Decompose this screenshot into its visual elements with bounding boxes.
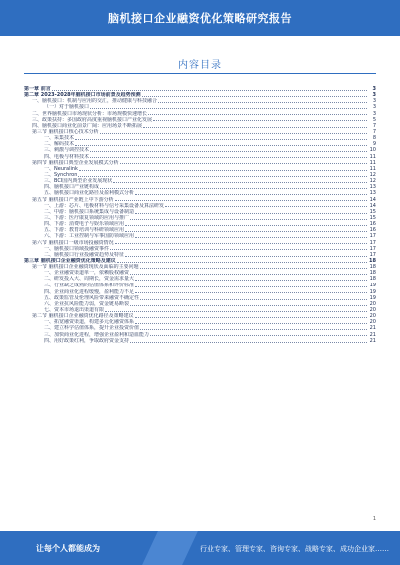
toc-entry-page: 13: [369, 190, 376, 197]
toc-entry-label: 一、Neuralink: [44, 165, 78, 172]
toc-entry-label: 四、脑机接口商业化前景广阔：应用场景不断拓展: [32, 122, 143, 129]
toc-leader-dots: [135, 317, 367, 318]
toc-entry-page: 21: [369, 337, 376, 344]
toc-entry-page: 8: [372, 135, 376, 142]
toc-entry-label: 第三章 脑机接口企业融资优化策略及建议: [24, 257, 116, 264]
toc-entry-label: 第二章 2023-2028年脑机接口市场前景及趋势预测: [24, 92, 141, 99]
toc-entry-label: 二、解码技术: [44, 141, 75, 148]
toc-entry-label: 一、上游：芯片、电极材料与信号采集设备及算法研发: [44, 202, 165, 209]
toc-entry-label: 一、脑机接口领域投融资事件: [44, 245, 110, 252]
toc-leader-dots: [90, 151, 367, 152]
toc-entry-label: 二、脑机接口行业投融资趋势及特征: [44, 251, 125, 258]
footer-roles: 行业专家、管理专家、咨询专家、战略专家、成功企业家……: [200, 545, 389, 553]
toc-entry-label: 四、脑机接口产业链构成: [44, 184, 100, 191]
toc-entry-page: 15: [369, 214, 376, 221]
toc-entry-page: 16: [369, 221, 376, 228]
toc-entry-label: 四、用好政策红利，争取政府资金支持: [44, 337, 130, 344]
toc-entry-label: 三、加快商业化进程，增强企业盈利和造血能力: [44, 331, 150, 338]
toc-entry-label: 五、下游：教育培训与科研领域应用: [44, 227, 125, 234]
toc-title: 内容目录: [178, 60, 222, 71]
toc-entry-label: 六、下游：工业控制与军事国防领域应用: [44, 233, 135, 240]
toc-entry-page: 9: [372, 141, 376, 148]
toc-entry-label: 第五节 脑机接口产业链上中下游分析: [32, 196, 114, 203]
toc-entry-page: 20: [369, 313, 376, 320]
toc-leader-dots: [120, 163, 367, 164]
toc-entry-page: 19: [369, 282, 376, 289]
toc-entry-label: 七、资本市场退出渠道有限: [44, 307, 105, 314]
toc-leader-dots: [79, 170, 367, 171]
footer-banner: [0, 531, 400, 565]
toc-leader-dots: [140, 268, 367, 269]
toc-entry-label: （一）对于脑机接口: [44, 104, 90, 111]
toc-leader-dots: [130, 219, 367, 220]
report-title: 脑机接口企业融资优化策略研究报告: [108, 12, 292, 25]
toc-entry-label: 四、企业商业化进程缓慢，盈利能力不足: [44, 288, 135, 295]
toc-leader-dots: [153, 120, 367, 121]
toc-entry-page: 14: [369, 202, 376, 209]
toc-entry-page: 17: [369, 233, 376, 240]
toc-entry-label: 二、研发投入大、周期长，资金需求量大: [44, 276, 135, 283]
table-of-contents: [24, 86, 376, 344]
toc-entry-label: 第四节 脑机接口典型企业发展模式分析: [32, 159, 119, 166]
toc-leader-dots: [78, 176, 367, 177]
toc-leader-dots: [105, 311, 367, 312]
toc-leader-dots: [115, 200, 367, 201]
toc-entry-page: 18: [369, 270, 376, 277]
toc-leader-dots: [140, 299, 367, 300]
toc-divider: [24, 73, 376, 74]
toc-entry-label: 三、政策扶持：多国政府高度重视脑机接口产业化发展: [32, 116, 153, 123]
toc-leader-dots: [130, 274, 367, 275]
toc-entry-page: 17: [369, 245, 376, 252]
toc-entry-label: 第一章 前言: [24, 86, 51, 92]
toc-entry-page: 3: [372, 104, 376, 111]
toc-entry-page: 18: [369, 264, 376, 271]
toc-entry-page: 12: [369, 178, 376, 185]
toc-leader-dots: [135, 292, 367, 293]
toc-leader-dots: [135, 237, 367, 238]
toc-entry-page: 14: [369, 196, 376, 203]
toc-entry-page: 19: [369, 288, 376, 295]
toc-leader-dots: [135, 280, 367, 281]
report-header-banner: [0, 0, 400, 36]
toc-entry-page: 17: [369, 251, 376, 258]
toc-entry-label: 三、BCI国内典型企业发展现状: [44, 178, 113, 185]
toc-entry-page: 5: [372, 116, 376, 123]
toc-entry-label: 五、脑机接口商业化路径及盈利模式分析: [44, 190, 135, 197]
toc-entry-page: 7: [372, 122, 376, 129]
toc-entry-label: 一、脑机接口：机制与应用的交汇，推动健康与科技融合: [32, 98, 158, 105]
toc-entry-label: 一、企业融资渠道单一，依赖股权融资: [44, 270, 130, 277]
toc-entry-page: 20: [369, 300, 376, 307]
toc-leader-dots: [165, 206, 367, 207]
toc-entry-label: 一、拓宽融资渠道，构建多元化融资体系: [44, 319, 135, 326]
toc-entry-page: 3: [372, 92, 376, 99]
toc-entry-page: 11: [369, 165, 376, 172]
footer-slogan: 让每个人都能成为: [36, 544, 100, 553]
toc-entry-label: 第一节 脑机接口企业融资现状及面临的主要问题: [32, 264, 139, 271]
toc-leader-dots: [142, 96, 367, 97]
toc-leader-dots: [90, 157, 367, 158]
toc-entry-page: 11: [369, 153, 376, 160]
toc-leader-dots: [125, 256, 367, 257]
toc-leader-dots: [158, 102, 367, 103]
toc-entry-label: 三、行业缺乏成熟的估值体系和评价标准: [44, 282, 135, 289]
toc-entry[interactable]: [24, 338, 376, 344]
toc-entry-label: 二、世界脑机接口市场现状分析：市场规模快速增长: [32, 110, 148, 117]
toc-entry-page: 20: [369, 319, 376, 326]
toc-entry-label: 二、Synchron: [44, 171, 78, 178]
toc-leader-dots: [125, 225, 367, 226]
toc-entry-page: 13: [369, 184, 376, 191]
toc-leader-dots: [100, 188, 367, 189]
toc-entry-page: 21: [369, 331, 376, 338]
toc-leader-dots: [52, 90, 367, 91]
toc-leader-dots: [115, 243, 367, 244]
toc-entry-page: 3: [372, 110, 376, 117]
toc-leader-dots: [75, 139, 367, 140]
toc-leader-dots: [125, 231, 367, 232]
footer-slant-decoration: [142, 531, 198, 565]
toc-entry-page: 19: [369, 294, 376, 301]
toc-entry-label: 第三节 脑机接口核心技术分析: [32, 128, 99, 135]
toc-entry-label: 第六节 脑机接口一级市场投融资情况: [32, 239, 114, 246]
toc-entry-page: 16: [369, 227, 376, 234]
toc-leader-dots: [110, 249, 367, 250]
toc-entry-page: 21: [369, 325, 376, 332]
toc-entry-label: 三、刺激与调控技术: [44, 147, 90, 154]
toc-entry-page: 3: [372, 86, 376, 92]
toc-leader-dots: [130, 342, 367, 343]
toc-entry-label: 六、企业抗风险能力弱，资金链易断裂: [44, 300, 130, 307]
page-number: 1: [372, 516, 376, 522]
toc-leader-dots: [135, 323, 367, 324]
toc-entry-page: 18: [369, 257, 376, 264]
toc-entry-page: 18: [369, 276, 376, 283]
toc-leader-dots: [135, 213, 367, 214]
toc-entry-page: 3: [372, 98, 376, 105]
toc-entry-page: 12: [369, 171, 376, 178]
toc-entry-label: 二、建立科学估值体系，提升企业投资价值: [44, 325, 140, 332]
toc-entry-label: 第二节 脑机接口企业融资优化路径及策略建议: [32, 313, 134, 320]
toc-leader-dots: [130, 305, 367, 306]
toc-leader-dots: [148, 114, 367, 115]
toc-entry-label: 三、下游：医疗康复领域的应用与推广: [44, 214, 130, 221]
toc-entry-label: 二、中游：脑机接口系统集成与设备制造: [44, 208, 135, 215]
toc-leader-dots: [117, 262, 367, 263]
toc-leader-dots: [143, 127, 367, 128]
toc-entry-label: 四、下游：消费电子与娱乐领域应用: [44, 221, 125, 228]
toc-leader-dots: [150, 335, 367, 336]
toc-leader-dots: [135, 194, 367, 195]
toc-entry-page: 15: [369, 208, 376, 215]
toc-leader-dots: [100, 133, 367, 134]
toc-entry-page: 10: [369, 147, 376, 154]
toc-entry-page: 17: [369, 239, 376, 246]
toc-entry-page: 11: [369, 159, 376, 166]
toc-entry-label: 五、政策监管及伦理风险带来融资不确定性: [44, 294, 140, 301]
toc-entry-page: 20: [369, 307, 376, 314]
toc-leader-dots: [140, 329, 367, 330]
toc-leader-dots: [90, 108, 367, 109]
toc-entry-label: 一、采集技术: [44, 135, 75, 142]
toc-leader-dots: [113, 182, 367, 183]
toc-leader-dots: [135, 286, 367, 287]
toc-entry-label: 四、电极与材料技术: [44, 153, 90, 160]
toc-entry-page: 7: [372, 128, 376, 135]
toc-leader-dots: [75, 145, 367, 146]
